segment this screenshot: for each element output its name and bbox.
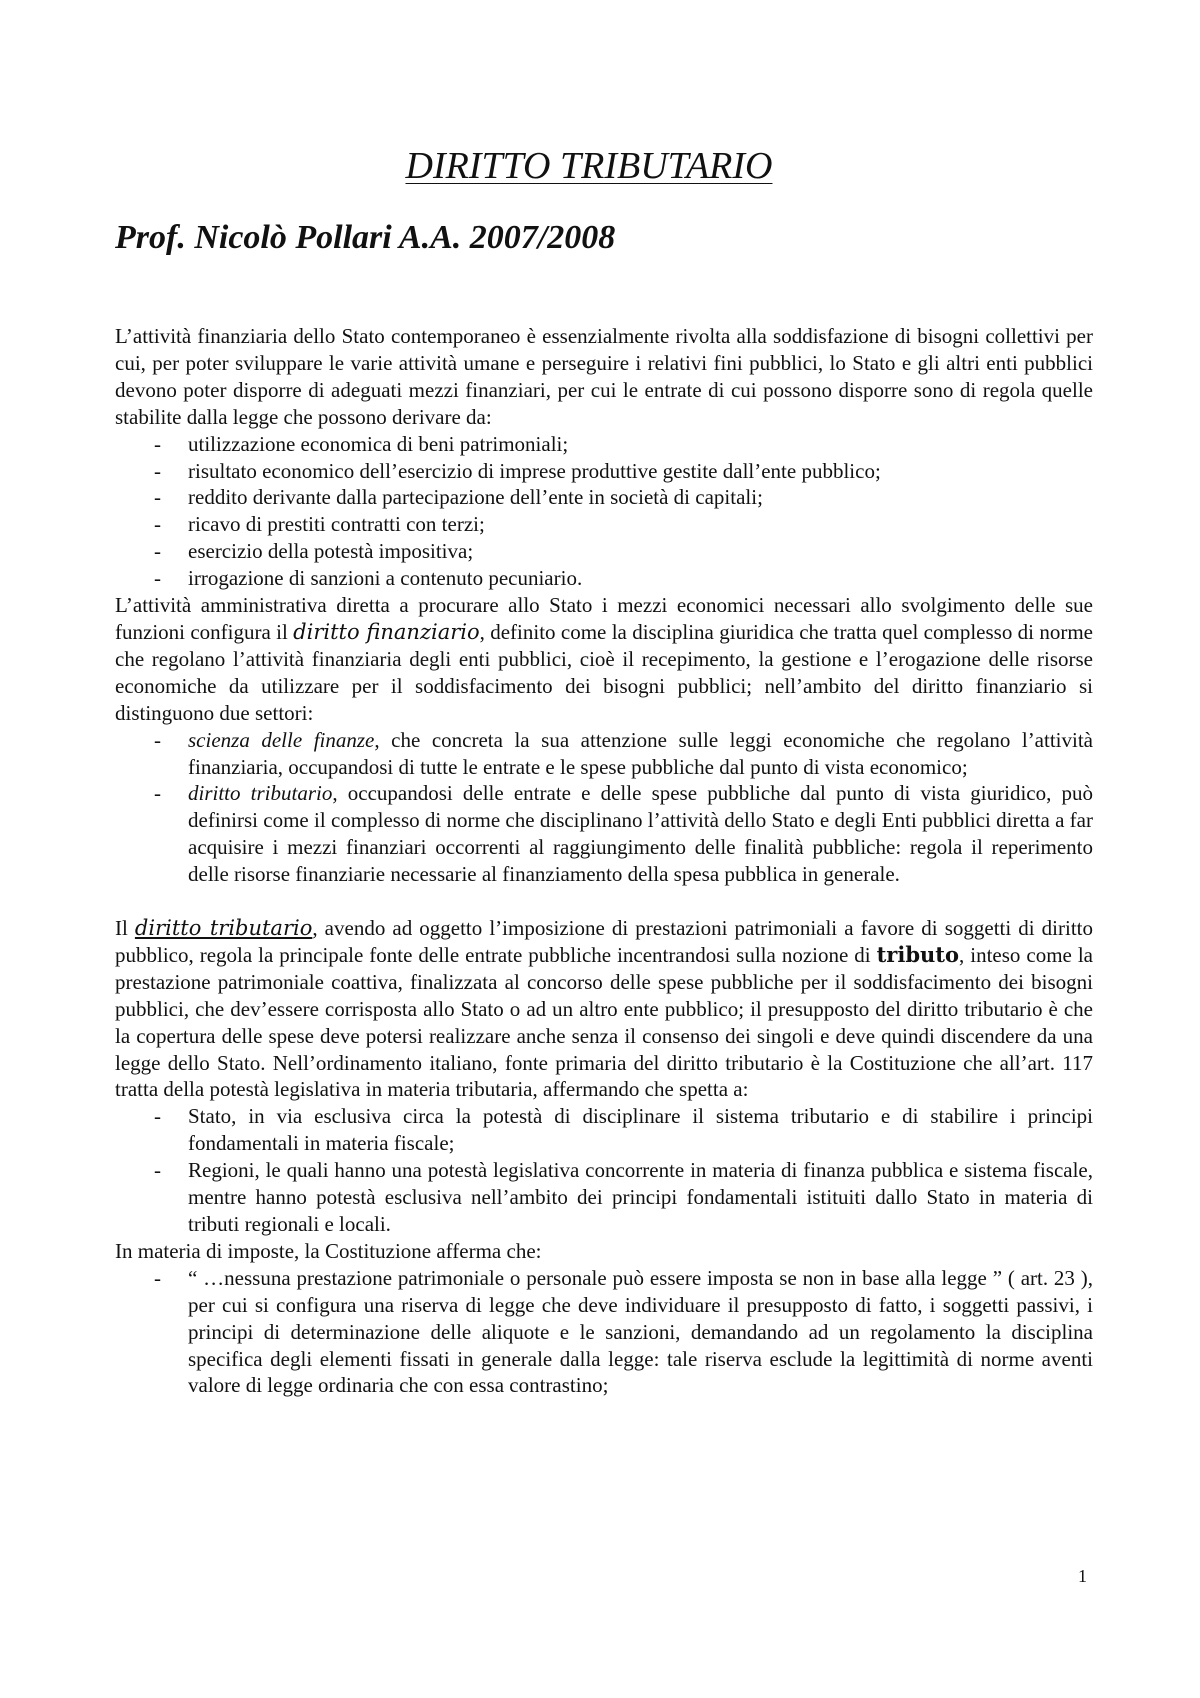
constitution-list	[115, 1265, 1093, 1400]
document-body	[115, 323, 1093, 1399]
list-dash: -	[154, 566, 161, 591]
list-item: - diritto tributario, occupandosi delle entrate e delle spese pubbliche dal punto di vista giuridico, può definirsi come il complesso di norme che disciplinano l’attività dello Stato e degli Enti pubblici diretta a far acquisire i mezzi finanziari occorrenti al raggiungimento delle finalità pubbliche: regola il reperimento delle risorse finanziarie necessarie al finanziamento della spesa pubblica in generale.	[154, 781, 1093, 887]
list-dash: -	[154, 781, 161, 806]
list-item: - Regioni, le quali hanno una potestà legislativa concorrente in materia di finanza pubblica e sistema fiscale, mentre hanno potestà esclusiva nell’ambito dei principi fondamentali istituiti dallo Stato in materia di tributi regionali e locali.	[154, 1158, 1093, 1236]
list-item: - irrogazione di sanzioni a contenuto pecuniario.	[154, 566, 583, 591]
list-dash: -	[154, 431, 161, 456]
list-item: - utilizzazione economica di beni patrimoniali;	[154, 431, 569, 456]
term-diritto-tributario-underlined: diritto tributario	[134, 916, 313, 941]
revenue-sources-list	[115, 431, 1093, 592]
list-dash: -	[154, 1158, 161, 1183]
term-diritto-tributario: diritto tributario	[188, 781, 333, 806]
diritto-finanziario-paragraph: L’attività amministrativa diretta a procurare allo Stato i mezzi economici necessari allo svolgimento delle sue funzioni configura il diritto finanziario, definito come la disciplina giuridica che tratta quel complesso di norme che regolano l’attività finanziaria degli enti pubblici, cioè il recepimento, la gestione e l’erogazione delle risorse economiche da utilizzare per il soddisfacimento dei bisogni pubblici; nell’ambito del diritto finanziario si distinguono due settori:	[115, 593, 1093, 725]
list-item: - reddito derivante dalla partecipazione dell’ente in società di capitali;	[154, 485, 763, 510]
page-number: 1	[1078, 1566, 1087, 1586]
list-dash: -	[154, 539, 161, 564]
sectors-list	[115, 727, 1093, 888]
imposte-paragraph: In materia di imposte, la Costituzione afferma che:	[115, 1238, 542, 1263]
list-dash: -	[154, 458, 161, 483]
document-subtitle: Prof. Nicolò Pollari A.A. 2007/2008	[115, 219, 616, 256]
list-item: - Stato, in via esclusiva circa la potestà di disciplinare il sistema tributario e di stabilire i principi fondamentali in materia fiscale;	[154, 1104, 1093, 1156]
intro-paragraph: L’attività finanziaria dello Stato contemporaneo è essenzialmente rivolta alla soddisfazione di bisogni collettivi per cui, per poter sviluppare le varie attività umane e perseguire i relativi fini pubblici, lo Stato e gli altri enti pubblici devono poter disporre di adeguati mezzi finanziari, per cui le entrate di cui possono disporre sono di regola quelle stabilite dalla legge che possono derivare da:	[115, 324, 1093, 429]
legislative-power-list	[115, 1103, 1093, 1238]
list-dash: -	[154, 485, 161, 510]
list-item: - risultato economico dell’esercizio di imprese produttive gestite dall’ente pubblico;	[154, 458, 881, 483]
list-item: - “ …nessuna prestazione patrimoniale o personale può essere imposta se non in base alla legge ” ( art. 23 ), per cui si configura una riserva di legge che deve individuare il presupposto di fatto, i soggetti passivi, i principi di determinazione delle aliquote e le sanzioni, demandando ad un regolamento la disciplina specifica degli elementi fissati in generale dalla legge: tale riserva esclude la legittimità di norme aventi valore di legge ordinaria che con essa contrastino;	[154, 1265, 1093, 1398]
list-dash: -	[154, 512, 161, 537]
paragraph-gap	[115, 888, 1093, 915]
list-dash: -	[154, 727, 161, 752]
list-item: - esercizio della potestà impositiva;	[154, 539, 474, 564]
list-dash: -	[154, 1104, 161, 1129]
list-item: - ricavo di prestiti contratti con terzi;	[154, 512, 485, 537]
list-dash: -	[154, 1265, 161, 1290]
diritto-tributario-paragraph: Il diritto tributario, avendo ad oggetto l’imposizione di prestazioni patrimoniali a favore di soggetti di diritto pubblico, regola la principale fonte delle entrate pubbliche incentrandosi sulla nozione di tributo, inteso come la prestazione patrimoniale coattiva, finalizzata al concorso delle spese pubbliche per il soddisfacimento dei bisogni pubblici, che dev’essere corrisposta allo Stato o ad un altro ente pubblico; il presupposto del diritto tributario è che la copertura delle spese deve potersi realizzare anche senza il consenso dei singoli e deve quindi discendere da una legge dello Stato. Nell’ordinamento italiano, fonte primaria del diritto tributario è la Costituzione che all’art. 117 tratta della potestà legislativa in materia tributaria, affermando che spetta a:	[115, 916, 1094, 1102]
list-item: - scienza delle finanze, che concreta la sua attenzione sulle leggi economiche che regolano l’attività finanziaria, occupandosi di tutte le entrate e le spese pubbliche dal punto di vista economico;	[154, 727, 1093, 779]
document-title: DIRITTO TRIBUTARIO	[405, 145, 773, 187]
term-diritto-finanziario: diritto finanziario	[293, 619, 480, 644]
term-tributo: tributo	[876, 941, 960, 967]
term-scienza-delle-finanze: scienza delle finanze	[188, 727, 375, 752]
